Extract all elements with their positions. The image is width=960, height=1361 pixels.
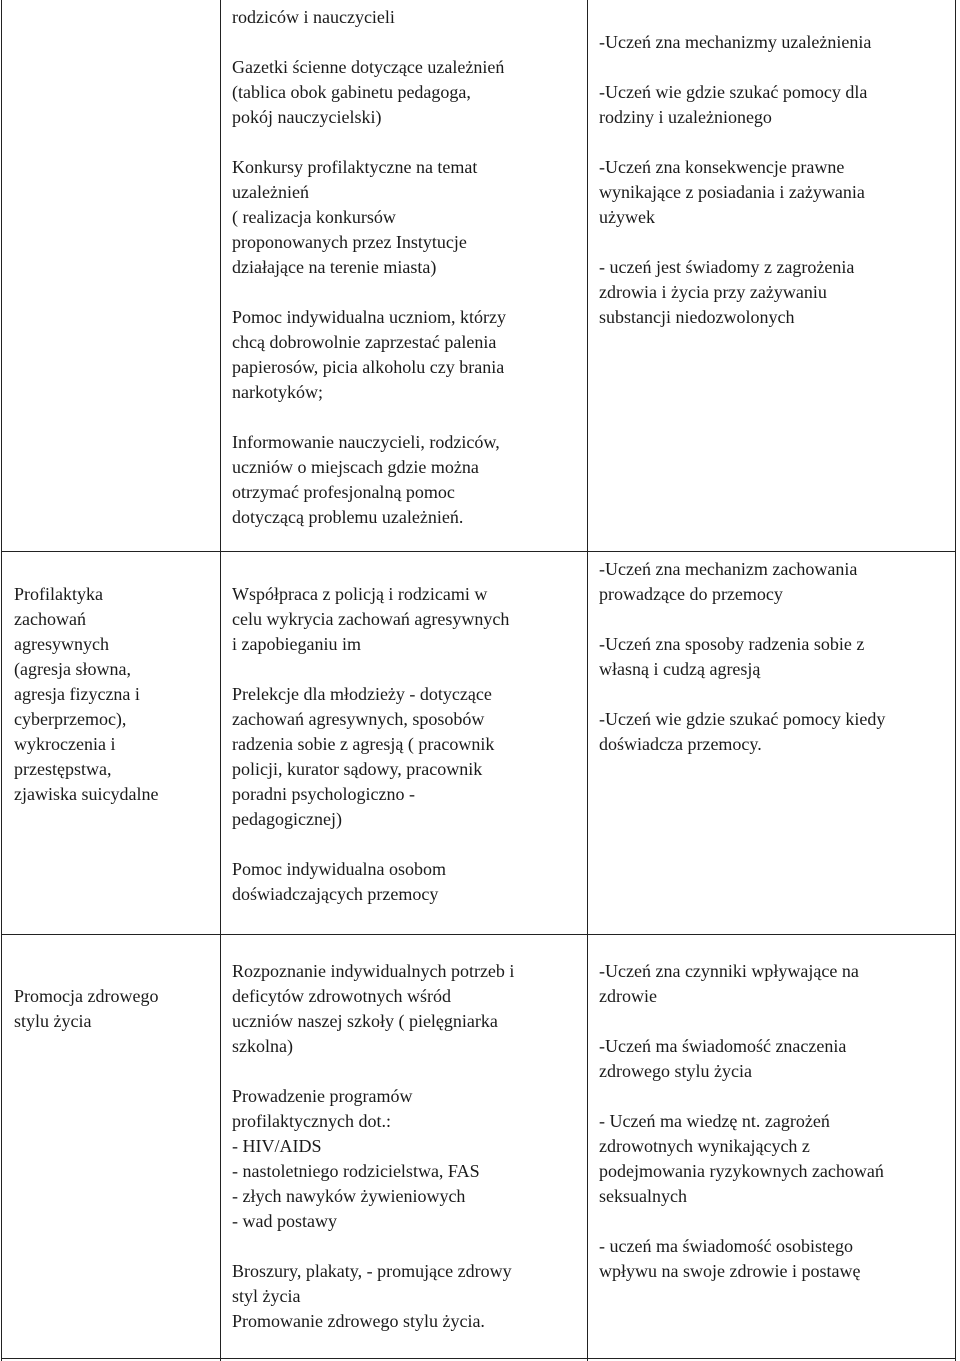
- column-divider-1: [220, 0, 221, 1361]
- table-border-right: [955, 0, 956, 1361]
- outcome-item: - Uczeń ma wiedzę nt. zagrożeń zdrowotnych wynikających z podejmowania ryzykownych zachowań seksualnych: [599, 1111, 884, 1206]
- action-item: Gazetki ścienne dotyczące uzależnień (tablica obok gabinetu pedagoga, pokój nauczycielski): [232, 57, 505, 127]
- row-3-outcomes-cell: [599, 959, 951, 1284]
- table-border-left: [1, 0, 2, 1361]
- column-divider-2: [587, 0, 588, 1361]
- row-divider-2: [1, 934, 956, 935]
- outcome-item: -Uczeń ma świadomość znaczenia zdrowego stylu życia: [599, 1036, 847, 1081]
- outcome-item: -Uczeń zna czynniki wpływające na zdrowie: [599, 961, 859, 1006]
- outcome-item: -Uczeń zna mechanizm zachowania prowadzące do przemocy: [599, 559, 858, 604]
- category-label: Promocja zdrowego stylu życia: [14, 986, 159, 1031]
- outcome-item: -Uczeń wie gdzie szukać pomocy dla rodziny i uzależnionego: [599, 82, 868, 127]
- outcome-item: -Uczeń wie gdzie szukać pomocy kiedy doświadcza przemocy.: [599, 709, 886, 754]
- row-2-outcomes-cell: [599, 557, 951, 757]
- row-1-outcomes-cell: [599, 30, 951, 330]
- outcome-item: - uczeń ma świadomość osobistego wpływu na swoje zdrowie i postawę: [599, 1236, 861, 1281]
- row-1-actions-cell: [232, 5, 582, 530]
- action-item: Konkursy profilaktyczne na temat uzależnień ( realizacja konkursów proponowanych przez Instytucje działające na terenie miasta): [232, 157, 478, 277]
- row-divider-1: [1, 551, 956, 552]
- row-3-actions-cell: [232, 959, 582, 1334]
- action-item: Informowanie nauczycieli, rodziców, uczniów o miejscach gdzie można otrzymać profesjonalną pomoc dotyczącą problemu uzależnień.: [232, 432, 500, 527]
- outcome-item: - uczeń jest świadomy z zagrożenia zdrowia i życia przy zażywaniu substancji niedozwolonych: [599, 257, 855, 327]
- outcome-item: -Uczeń zna konsekwencje prawne wynikające z posiadania i zażywania używek: [599, 157, 865, 227]
- action-item: Prelekcje dla młodzieży - dotyczące zachowań agresywnych, sposobów radzenia sobie z agresją ( pracownik policji, kurator sądowy, pracownik poradni psychologiczno - pedagogicznej): [232, 684, 495, 829]
- action-item: Broszury, plakaty, - promujące zdrowy styl życia Promowanie zdrowego stylu życia.: [232, 1261, 512, 1331]
- row-2-actions-cell: [232, 582, 582, 907]
- action-item: Rozpoznanie indywidualnych potrzeb i deficytów zdrowotnych wśród uczniów naszej szkoły ( pielęgniarka szkolna): [232, 961, 515, 1056]
- action-item: rodziców i nauczycieli: [232, 7, 395, 27]
- action-item: Prowadzenie programów profilaktycznych dot.: - HIV/AIDS - nastoletniego rodzicielstwa, FAS - złych nawyków żywieniowych - wad postawy: [232, 1086, 480, 1231]
- action-item: Współpraca z policją i rodzicami w celu wykrycia zachowań agresywnych i zapobieganiu im: [232, 584, 510, 654]
- table-border-bottom: [1, 1358, 956, 1359]
- category-label: Profilaktyka zachowań agresywnych (agresja słowna, agresja fizyczna i cyberprzemoc), wykroczenia i przestępstwa, zjawiska suicydalne: [14, 584, 159, 804]
- row-2-category-cell: [14, 582, 214, 807]
- row-3-category-cell: [14, 984, 214, 1034]
- action-item: Pomoc indywidualna uczniom, którzy chcą dobrowolnie zaprzestać palenia papierosów, picia alkoholu czy brania narkotyków;: [232, 307, 506, 402]
- outcome-item: -Uczeń zna mechanizmy uzależnienia: [599, 32, 872, 52]
- outcome-item: -Uczeń zna sposoby radzenia sobie z własną i cudzą agresją: [599, 634, 865, 679]
- action-item: Pomoc indywidualna osobom doświadczających przemocy: [232, 859, 446, 904]
